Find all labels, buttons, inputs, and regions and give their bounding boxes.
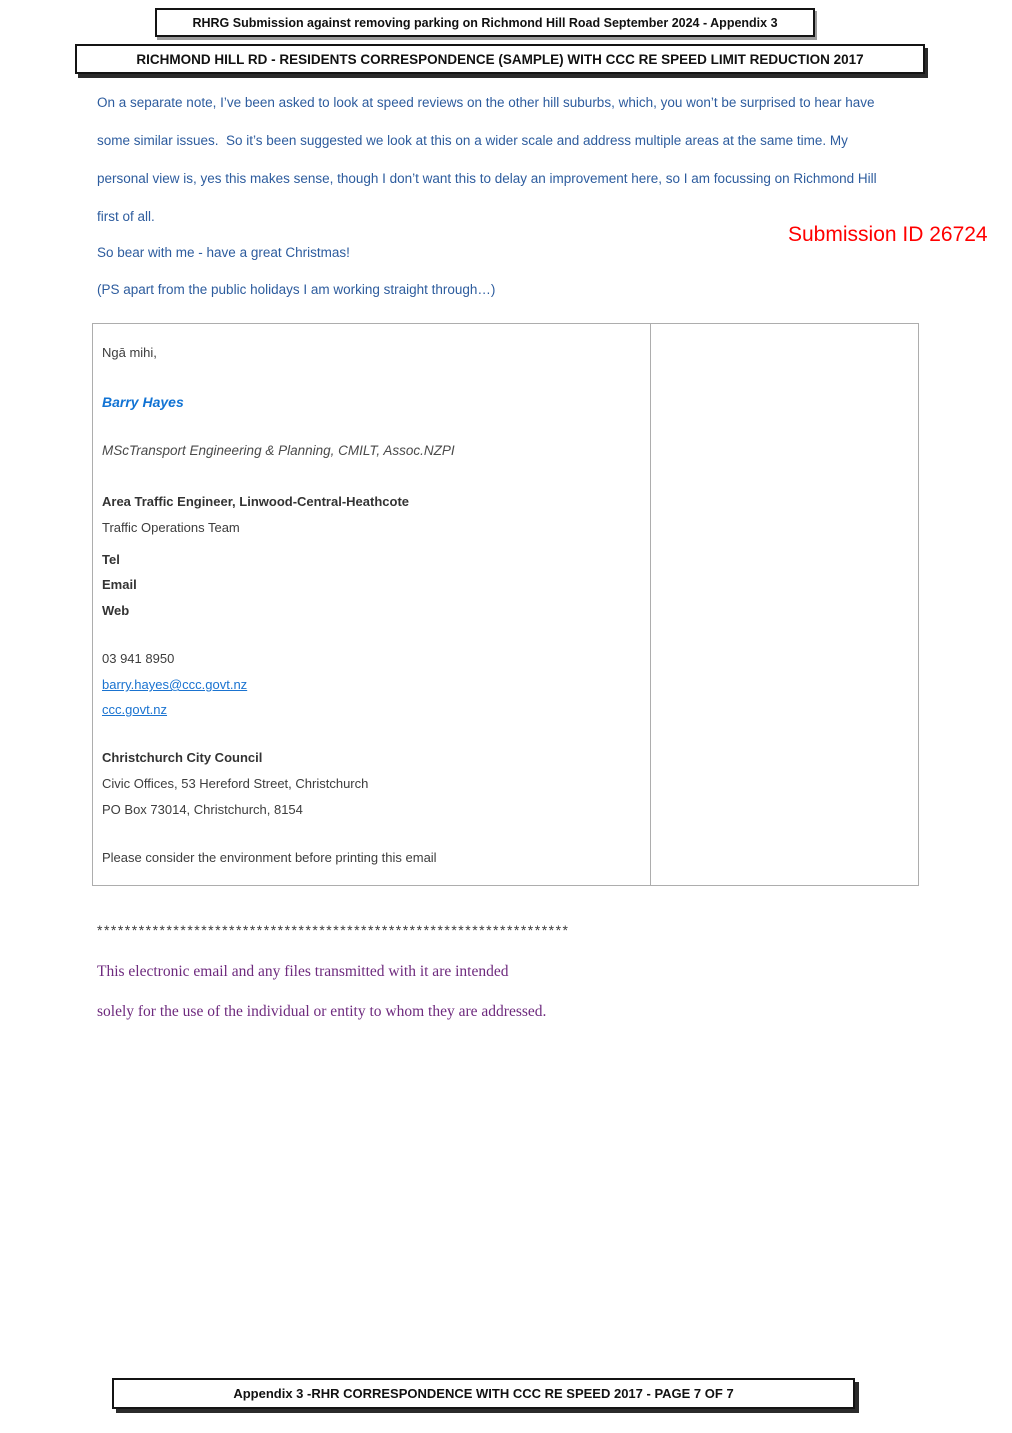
signature-address-line1: Civic Offices, 53 Hereford Street, Christchurch xyxy=(102,776,369,791)
signature-organisation: Christchurch City Council xyxy=(102,750,263,765)
page-footer-banner xyxy=(112,1378,855,1409)
signature-credentials: MScTransport Engineering & Planning, CMILT, Assoc.NZPI xyxy=(102,443,455,458)
submission-id-annotation: Submission ID 26724 xyxy=(788,223,988,246)
signature-team: Traffic Operations Team xyxy=(102,520,240,535)
disclaimer-line-1: This electronic email and any files transmitted with it are intended xyxy=(97,963,509,980)
signature-name: Barry Hayes xyxy=(102,394,184,410)
email-body-line: On a separate note, I’ve been asked to look at speed reviews on the other hill suburbs, which, you won’t be surprised to hear have xyxy=(97,95,875,110)
signature-address-line2: PO Box 73014, Christchurch, 8154 xyxy=(102,802,303,817)
signature-email-link[interactable]: barry.hayes@ccc.govt.nz xyxy=(102,677,248,692)
signature-environment-note: Please consider the environment before printing this email xyxy=(102,850,437,865)
disclaimer-line-2: solely for the use of the individual or entity to whom they are addressed. xyxy=(97,1003,547,1020)
signature-role: Area Traffic Engineer, Linwood-Central-Heathcote xyxy=(102,494,409,509)
appendix-header-text: RHRG Submission against removing parking on Richmond Hill Road September 2024 - Appendix 3 xyxy=(192,15,778,30)
signature-label-web: Web xyxy=(102,603,130,618)
page-footer-text: Appendix 3 -RHR CORRESPONDENCE WITH CCC RE SPEED 2017 - PAGE 7 OF 7 xyxy=(233,1386,734,1401)
signature-label-tel: Tel xyxy=(102,552,120,567)
signature-phone-number: 03 941 8950 xyxy=(102,651,175,666)
email-body-line: first of all. xyxy=(97,209,155,224)
signature-greeting: Ngā mihi, xyxy=(102,345,157,360)
signature-label-email: Email xyxy=(102,577,137,592)
disclaimer-separator: ******************************************************************** xyxy=(97,922,570,938)
document-title-text: RICHMOND HILL RD - RESIDENTS CORRESPONDENCE (SAMPLE) WITH CCC RE SPEED LIMIT REDUCTION 2017 xyxy=(136,51,864,67)
email-body-line: personal view is, yes this makes sense, though I don’t want this to delay an improvement here, so I am focussing on Richmond Hill xyxy=(97,171,877,186)
email-body-line: some similar issues. So it’s been suggested we look at this on a wider scale and address multiple areas at the same time. My xyxy=(97,133,848,148)
signature-table xyxy=(92,323,919,886)
email-body-paragraph xyxy=(97,84,877,236)
signature-table-column-divider xyxy=(650,324,651,885)
document-title-banner xyxy=(75,44,925,74)
email-postscript-line: (PS apart from the public holidays I am working straight through…) xyxy=(97,282,496,297)
appendix-header-banner xyxy=(155,8,815,37)
email-closing-line: So bear with me - have a great Christmas! xyxy=(97,245,350,260)
signature-website-link[interactable]: ccc.govt.nz xyxy=(102,702,168,717)
